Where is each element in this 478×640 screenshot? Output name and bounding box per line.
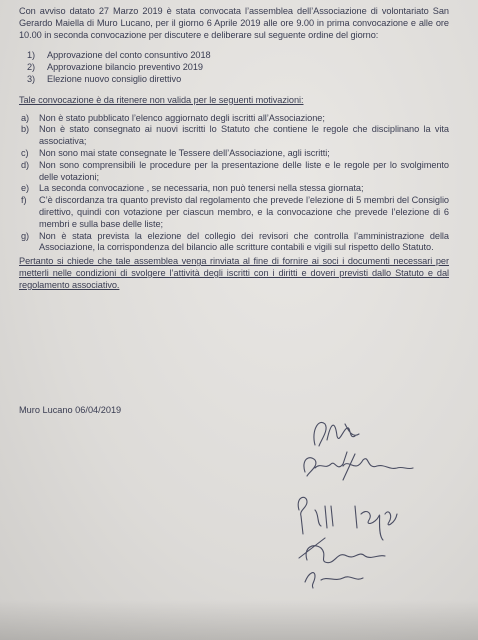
signature-stroke <box>299 538 385 563</box>
reason-item <box>19 183 449 195</box>
signature-stroke <box>314 422 359 446</box>
agenda-list <box>27 50 449 85</box>
reason-letter: a) <box>21 112 30 123</box>
reasons-heading: Tale convocazione è da ritenere non valida per le seguenti motivazioni: <box>19 94 304 105</box>
reason-item <box>19 160 449 184</box>
reason-text: C’è discordanza tra quanto previsto dal regolamento che prevede l’elezione di 5 membri del Consiglio direttivo, quindi con votazione per ciascun membro, e la convocazione che prevede l’elezione di 6 membri e sulla base delle liste; <box>39 195 449 229</box>
agenda-number: 1) <box>27 50 36 61</box>
reason-letter: b) <box>21 124 30 135</box>
closing-paragraph: Pertanto si chiede che tale assemblea venga rinviata al fine di fornire ai soci i documenti necessari per metterli nelle condizioni di svolgere l’attività degli iscritti con i diritti e doveri previsti dallo Statuto e dal regolamento associativo. <box>19 256 449 290</box>
agenda-number: 3) <box>27 73 36 84</box>
handwritten-signatures <box>285 410 455 590</box>
agenda-text: Approvazione del conto consuntivo 2018 <box>47 50 211 61</box>
reason-letter: c) <box>21 147 29 158</box>
reason-text: Non è stato pubblicato l’elenco aggiornato degli iscritti all’Associazione; <box>39 112 325 123</box>
reason-text: La seconda convocazione , se necessaria, non può tenersi nella stessa giornata; <box>39 183 364 194</box>
agenda-item <box>27 62 449 74</box>
reason-item <box>19 124 449 148</box>
reason-text: Non è stata prevista la elezione del collegio dei revisori che controlla l’amministrazione della Associazione, la corrispondenza del bilancio alle scritture contabili e vigili sul rispetto dello Statuto. <box>39 230 449 253</box>
reason-item <box>19 195 449 230</box>
reason-letter: f) <box>21 195 27 206</box>
reason-item <box>19 231 449 255</box>
reason-text: Non è stato consegnato ai nuovi iscritti lo Statuto che contiene le regole che disciplinano la vita associativa; <box>39 124 449 147</box>
agenda-text: Approvazione bilancio preventivo 2019 <box>47 62 203 73</box>
agenda-number: 2) <box>27 62 36 73</box>
signature-stroke <box>305 573 363 588</box>
reason-item <box>19 148 449 160</box>
document-body <box>19 6 449 292</box>
reason-text: Non sono comprensibili le procedure per la presentazione delle liste e le regole per lo svolgimento delle votazioni; <box>39 159 449 182</box>
reason-text: Non sono mai state consegnate le Tessere dell’Associazione, agli iscritti; <box>39 147 330 158</box>
signature-stroke <box>304 452 413 476</box>
reason-letter: d) <box>21 159 30 170</box>
reasons-list <box>19 113 449 255</box>
reason-letter: g) <box>21 230 30 241</box>
agenda-text: Elezione nuovo consiglio direttivo <box>47 73 182 84</box>
signature-stroke <box>298 497 397 540</box>
agenda-item <box>27 74 449 86</box>
intro-paragraph: Con avviso datato 27 Marzo 2019 è stata convocata l’assemblea dell’Associazione di volontariato San Gerardo Maiella di Muro Lucano, per il giorno 6 Aprile 2019 alle ore 9.00 in prima convocazione e alle ore 10.00 in seconda convocazione per discutere e deliberare sul seguente ordine del giorno: <box>19 6 449 40</box>
place-date: Muro Lucano 06/04/2019 <box>19 405 122 415</box>
reason-item <box>19 113 449 125</box>
reason-letter: e) <box>21 183 30 194</box>
photo-shadow <box>0 600 478 640</box>
agenda-item <box>27 50 449 62</box>
